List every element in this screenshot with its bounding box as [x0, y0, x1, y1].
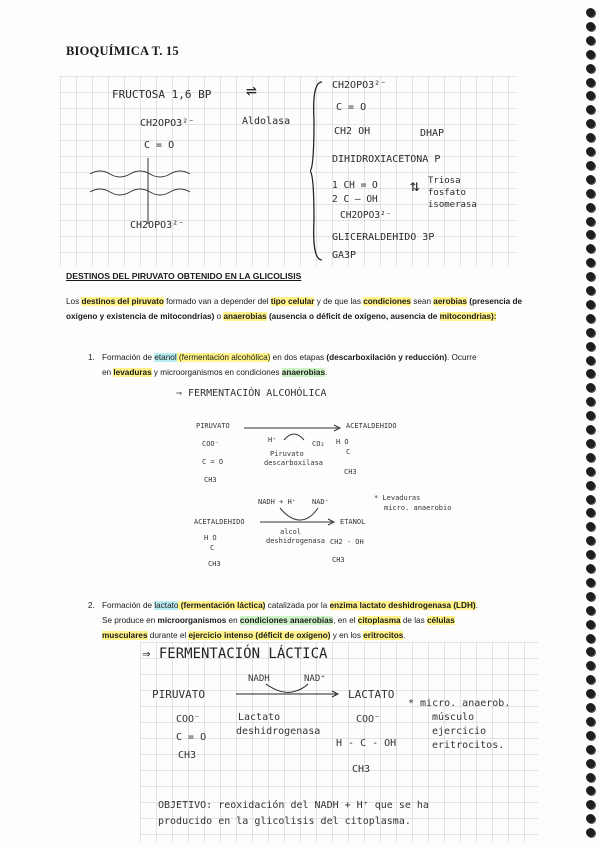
item-highlight: lactato — [154, 601, 179, 610]
item-text: catalizada por la — [265, 601, 330, 610]
item-highlight: enzima lactato deshidrogenasa (LDH) — [329, 601, 476, 610]
sketch1-etanol-2: CH3 — [332, 556, 345, 564]
sketch1-etanol-1: CH2 - OH — [330, 538, 364, 546]
sketch1-etanol: ETANOL — [340, 518, 366, 526]
reactant-line-2: C = O — [144, 140, 175, 151]
sketch2-note-1: * micro. anaerob. — [408, 698, 511, 709]
binding-hole — [586, 467, 595, 476]
item-highlight: musculares — [102, 631, 148, 640]
binding-hole — [586, 342, 595, 351]
item-highlight: eritrocitos — [363, 631, 404, 640]
sketch2-nad: NAD⁺ — [304, 674, 326, 684]
g3p-abbr: GA3P — [332, 250, 357, 261]
sketch2-pyr-2: C = O — [176, 732, 207, 743]
binding-hole — [586, 411, 595, 420]
item-highlight: anaerobias — [281, 368, 326, 377]
binding-hole — [586, 133, 595, 142]
item-text: y microorganismos en condiciones — [151, 368, 282, 377]
item-highlight: células — [426, 616, 455, 625]
binding-hole — [586, 786, 595, 795]
sketch1-adh-2: deshidrogenasa — [266, 537, 326, 545]
binding-hole — [586, 369, 595, 378]
item-text: . — [403, 631, 406, 640]
sketch1-acet-2: C — [346, 448, 351, 456]
item-highlight: condiciones anaerobias — [239, 616, 334, 625]
item-bold: microorganismos — [157, 616, 227, 625]
binding-hole — [586, 481, 595, 490]
item-text: . — [325, 368, 328, 377]
lactic-fermentation-sketch — [140, 642, 538, 842]
sketch2-pyr-1: COO⁻ — [176, 714, 201, 725]
sketch1-acet2-3: CH3 — [208, 560, 221, 568]
sketch2-lac-3: CH3 — [352, 764, 371, 775]
item-highlight: levaduras — [113, 368, 152, 377]
binding-hole — [586, 286, 595, 295]
binding-hole — [586, 814, 595, 823]
intro-text: sean — [410, 297, 434, 306]
intro-text: Los — [66, 297, 82, 306]
binding-hole — [586, 828, 595, 837]
sketch1-nad: NAD⁺ — [312, 498, 329, 506]
binding-hole — [586, 731, 595, 740]
item-text: Formación de — [102, 601, 155, 610]
sketch1-adh-1: alcol — [280, 528, 302, 536]
binding-hole — [586, 78, 595, 87]
intro-highlight: aerobias — [433, 297, 467, 306]
sketch1-enz-1: Piruvato — [270, 450, 304, 458]
binding-hole — [586, 717, 595, 726]
binding-hole — [586, 300, 595, 309]
binding-hole — [586, 592, 595, 601]
item-text: . — [475, 601, 478, 610]
intro-text: y de que las — [314, 297, 364, 306]
item-highlight: etanol — [154, 353, 177, 362]
sketch1-acet2-1: H O — [204, 534, 217, 542]
alcoholic-fermentation-sketch — [170, 384, 500, 574]
isomerase-line-1: Triosa — [428, 176, 461, 186]
sketch2-pyr-3: CH3 — [178, 750, 197, 761]
binding-hole — [586, 397, 595, 406]
broken-chain-sketch — [90, 158, 210, 228]
sketch1-acet-3: CH3 — [344, 468, 357, 476]
binding-hole — [586, 8, 595, 17]
intro-highlight: destinos del piruvato — [81, 297, 164, 306]
item-text: y en los — [330, 631, 364, 640]
sketch2-title: ⇒ FERMENTACIÓN LÁCTICA — [142, 646, 328, 662]
list-item-ethanol — [88, 350, 542, 380]
intro-highlight: tipo celular — [270, 297, 315, 306]
list-item-lactate — [88, 598, 542, 643]
item-highlight: citoplasma — [357, 616, 401, 625]
aldolase-diagram — [60, 76, 516, 266]
product1-line-3: CH2 OH — [334, 126, 371, 137]
intro-text: (ausencia o déficit de oxígeno, ausencia de — [266, 312, 438, 321]
g3p-name: GLICERALDEHIDO 3P — [332, 232, 435, 243]
sketch1-note-2: micro. anaerobio — [384, 504, 452, 512]
reactant-line-3: CH2OPO3²⁻ — [130, 220, 185, 231]
sketch1-note-1: * Levaduras — [374, 494, 421, 502]
isomerase-arrow: ⇅ — [410, 176, 420, 195]
binding-hole — [586, 564, 595, 573]
product-brace — [310, 80, 324, 262]
page-title: BIOQUÍMICA T. 15 — [66, 44, 179, 58]
product2-line-1: 1 CH = O — [332, 180, 378, 191]
item-text: en — [226, 616, 240, 625]
item-text: Se produce en — [102, 616, 158, 625]
binding-hole — [586, 217, 595, 226]
binding-hole — [586, 578, 595, 587]
intro-highlight: mitocondrias): — [439, 312, 497, 321]
binding-hole — [586, 383, 595, 392]
binding-hole — [586, 119, 595, 128]
sketch2-lac-2: H - C - OH — [336, 738, 397, 749]
binding-hole — [586, 22, 595, 31]
item-text: . Ocurre — [446, 353, 477, 362]
enzyme-label: Aldolasa — [242, 116, 291, 127]
binding-hole — [586, 64, 595, 73]
sketch2-lac-1: COO⁻ — [356, 714, 381, 725]
sketch1-arrow — [244, 422, 344, 444]
section-heading: DESTINOS DEL PIRUVATO OBTENIDO EN LA GLICOLISIS — [66, 271, 302, 281]
binding-hole — [586, 147, 595, 156]
binding-hole — [586, 703, 595, 712]
intro-text: o — [214, 312, 224, 321]
sketch1-piruvato: PIRUVATO — [196, 422, 230, 430]
binding-hole — [586, 314, 595, 323]
sketch2-lactato: LACTATO — [348, 688, 395, 701]
intro-highlight: anaerobias — [223, 312, 267, 321]
product1-line-1: CH2OPO3²⁻ — [332, 80, 387, 91]
binding-hole — [586, 175, 595, 184]
intro-text: (presencia de oxígeno y existencia de mitocondrias) — [66, 297, 523, 321]
item-text: durante el — [147, 631, 189, 640]
product2-line-3: CH2OPO3²⁻ — [340, 210, 392, 221]
intro-highlight: condiciones — [363, 297, 411, 306]
isomerase-line-2: fosfato — [428, 188, 466, 198]
isomerase-line-3: isomerasa — [428, 200, 477, 210]
binding-hole — [586, 536, 595, 545]
sketch1-pyr-2: C = O — [202, 458, 224, 466]
binding-hole — [586, 495, 595, 504]
binding-hole — [586, 508, 595, 517]
binding-hole — [586, 91, 595, 100]
item-bold: (descarboxilación y reducción) — [326, 353, 447, 362]
sketch1-acetaldehido: ACETALDEHIDO — [346, 422, 397, 430]
sketch2-nadh: NADH — [248, 674, 270, 684]
list-number: 2. — [88, 601, 95, 610]
fructose-label: FRUCTOSA 1,6 BP — [112, 88, 212, 101]
binding-hole — [586, 675, 595, 684]
dhap-abbr: DHAP — [420, 128, 445, 139]
binding-hole — [586, 356, 595, 365]
binding-hole — [586, 105, 595, 114]
sketch1-hplus: H⁺ — [268, 436, 277, 444]
sketch1-acet-left: ACETALDEHIDO — [194, 518, 245, 526]
sketch2-ldh-1: Lactato — [238, 712, 281, 723]
binding-hole — [586, 439, 595, 448]
sketch2-note-3: ejercicio — [432, 726, 487, 737]
binding-hole — [586, 328, 595, 337]
item-text: de las — [400, 616, 427, 625]
sketch2-objective-2: producido en la glicolisis del citoplasma. — [158, 816, 411, 827]
item-highlight: ejercicio intenso (déficit de oxígeno) — [188, 631, 331, 640]
binding-hole — [586, 745, 595, 754]
binding-hole — [586, 620, 595, 629]
list-number: 1. — [88, 353, 95, 362]
binding-hole — [586, 647, 595, 656]
binding-hole — [586, 661, 595, 670]
reactant-line-1: CH2OPO3²⁻ — [140, 118, 195, 129]
sketch2-objective-1: OBJETIVO: reoxidación del NADH + H⁺ que se ha — [158, 800, 429, 811]
intro-paragraph — [66, 294, 538, 324]
product2-line-2: 2 C – OH — [332, 194, 378, 205]
binding-hole — [586, 161, 595, 170]
binding-hole — [586, 258, 595, 267]
sketch1-nadh: NADH + H⁺ — [258, 498, 296, 506]
sketch1-co2: CO₂ — [312, 440, 325, 448]
item-highlight: (fermentación alcohólica) — [176, 353, 271, 362]
sketch2-note-2: músculo — [432, 712, 475, 723]
binding-hole — [586, 230, 595, 239]
item-text: en — [102, 368, 114, 377]
item-text: en dos etapas — [270, 353, 327, 362]
binding-hole — [586, 50, 595, 59]
binding-hole — [586, 689, 595, 698]
binding-hole — [586, 189, 595, 198]
sketch1-acet2-2: C — [210, 544, 215, 552]
binding-hole — [586, 550, 595, 559]
equilibrium-arrow: ⇌ — [246, 80, 257, 101]
binding-hole — [586, 773, 595, 782]
product1-line-2: C = O — [336, 102, 367, 113]
binding-hole — [586, 272, 595, 281]
binding-hole — [586, 522, 595, 531]
binding-hole — [586, 425, 595, 434]
sketch2-piruvato: PIRUVATO — [152, 688, 205, 701]
item-text: , en el — [333, 616, 358, 625]
sketch1-enz-2: descarboxilasa — [264, 459, 324, 467]
intro-text: formado van a depender del — [163, 297, 271, 306]
sketch1-title: ⇒ FERMENTACIÓN ALCOHÓLICA — [176, 388, 327, 399]
binding-hole — [586, 203, 595, 212]
sketch2-arrow — [236, 682, 344, 700]
sketch2-note-4: eritrocitos. — [432, 740, 505, 751]
binding-hole — [586, 606, 595, 615]
binding-hole — [586, 244, 595, 253]
dhap-name: DIHIDROXIACETONA P — [332, 154, 441, 165]
sketch1-pyr-1: COO⁻ — [202, 440, 219, 448]
sketch1-arrow-2 — [260, 506, 340, 526]
binding-hole — [586, 36, 595, 45]
binding-hole — [586, 634, 595, 643]
spiral-binding — [581, 8, 595, 844]
item-text: Formación de — [102, 353, 155, 362]
binding-hole — [586, 800, 595, 809]
sketch1-acet-1: H O — [336, 438, 349, 446]
sketch1-pyr-3: CH3 — [204, 476, 217, 484]
item-highlight: (fermentación láctica) — [178, 601, 266, 610]
binding-hole — [586, 453, 595, 462]
sketch2-ldh-2: deshidrogenasa — [236, 726, 321, 737]
binding-hole — [586, 759, 595, 768]
